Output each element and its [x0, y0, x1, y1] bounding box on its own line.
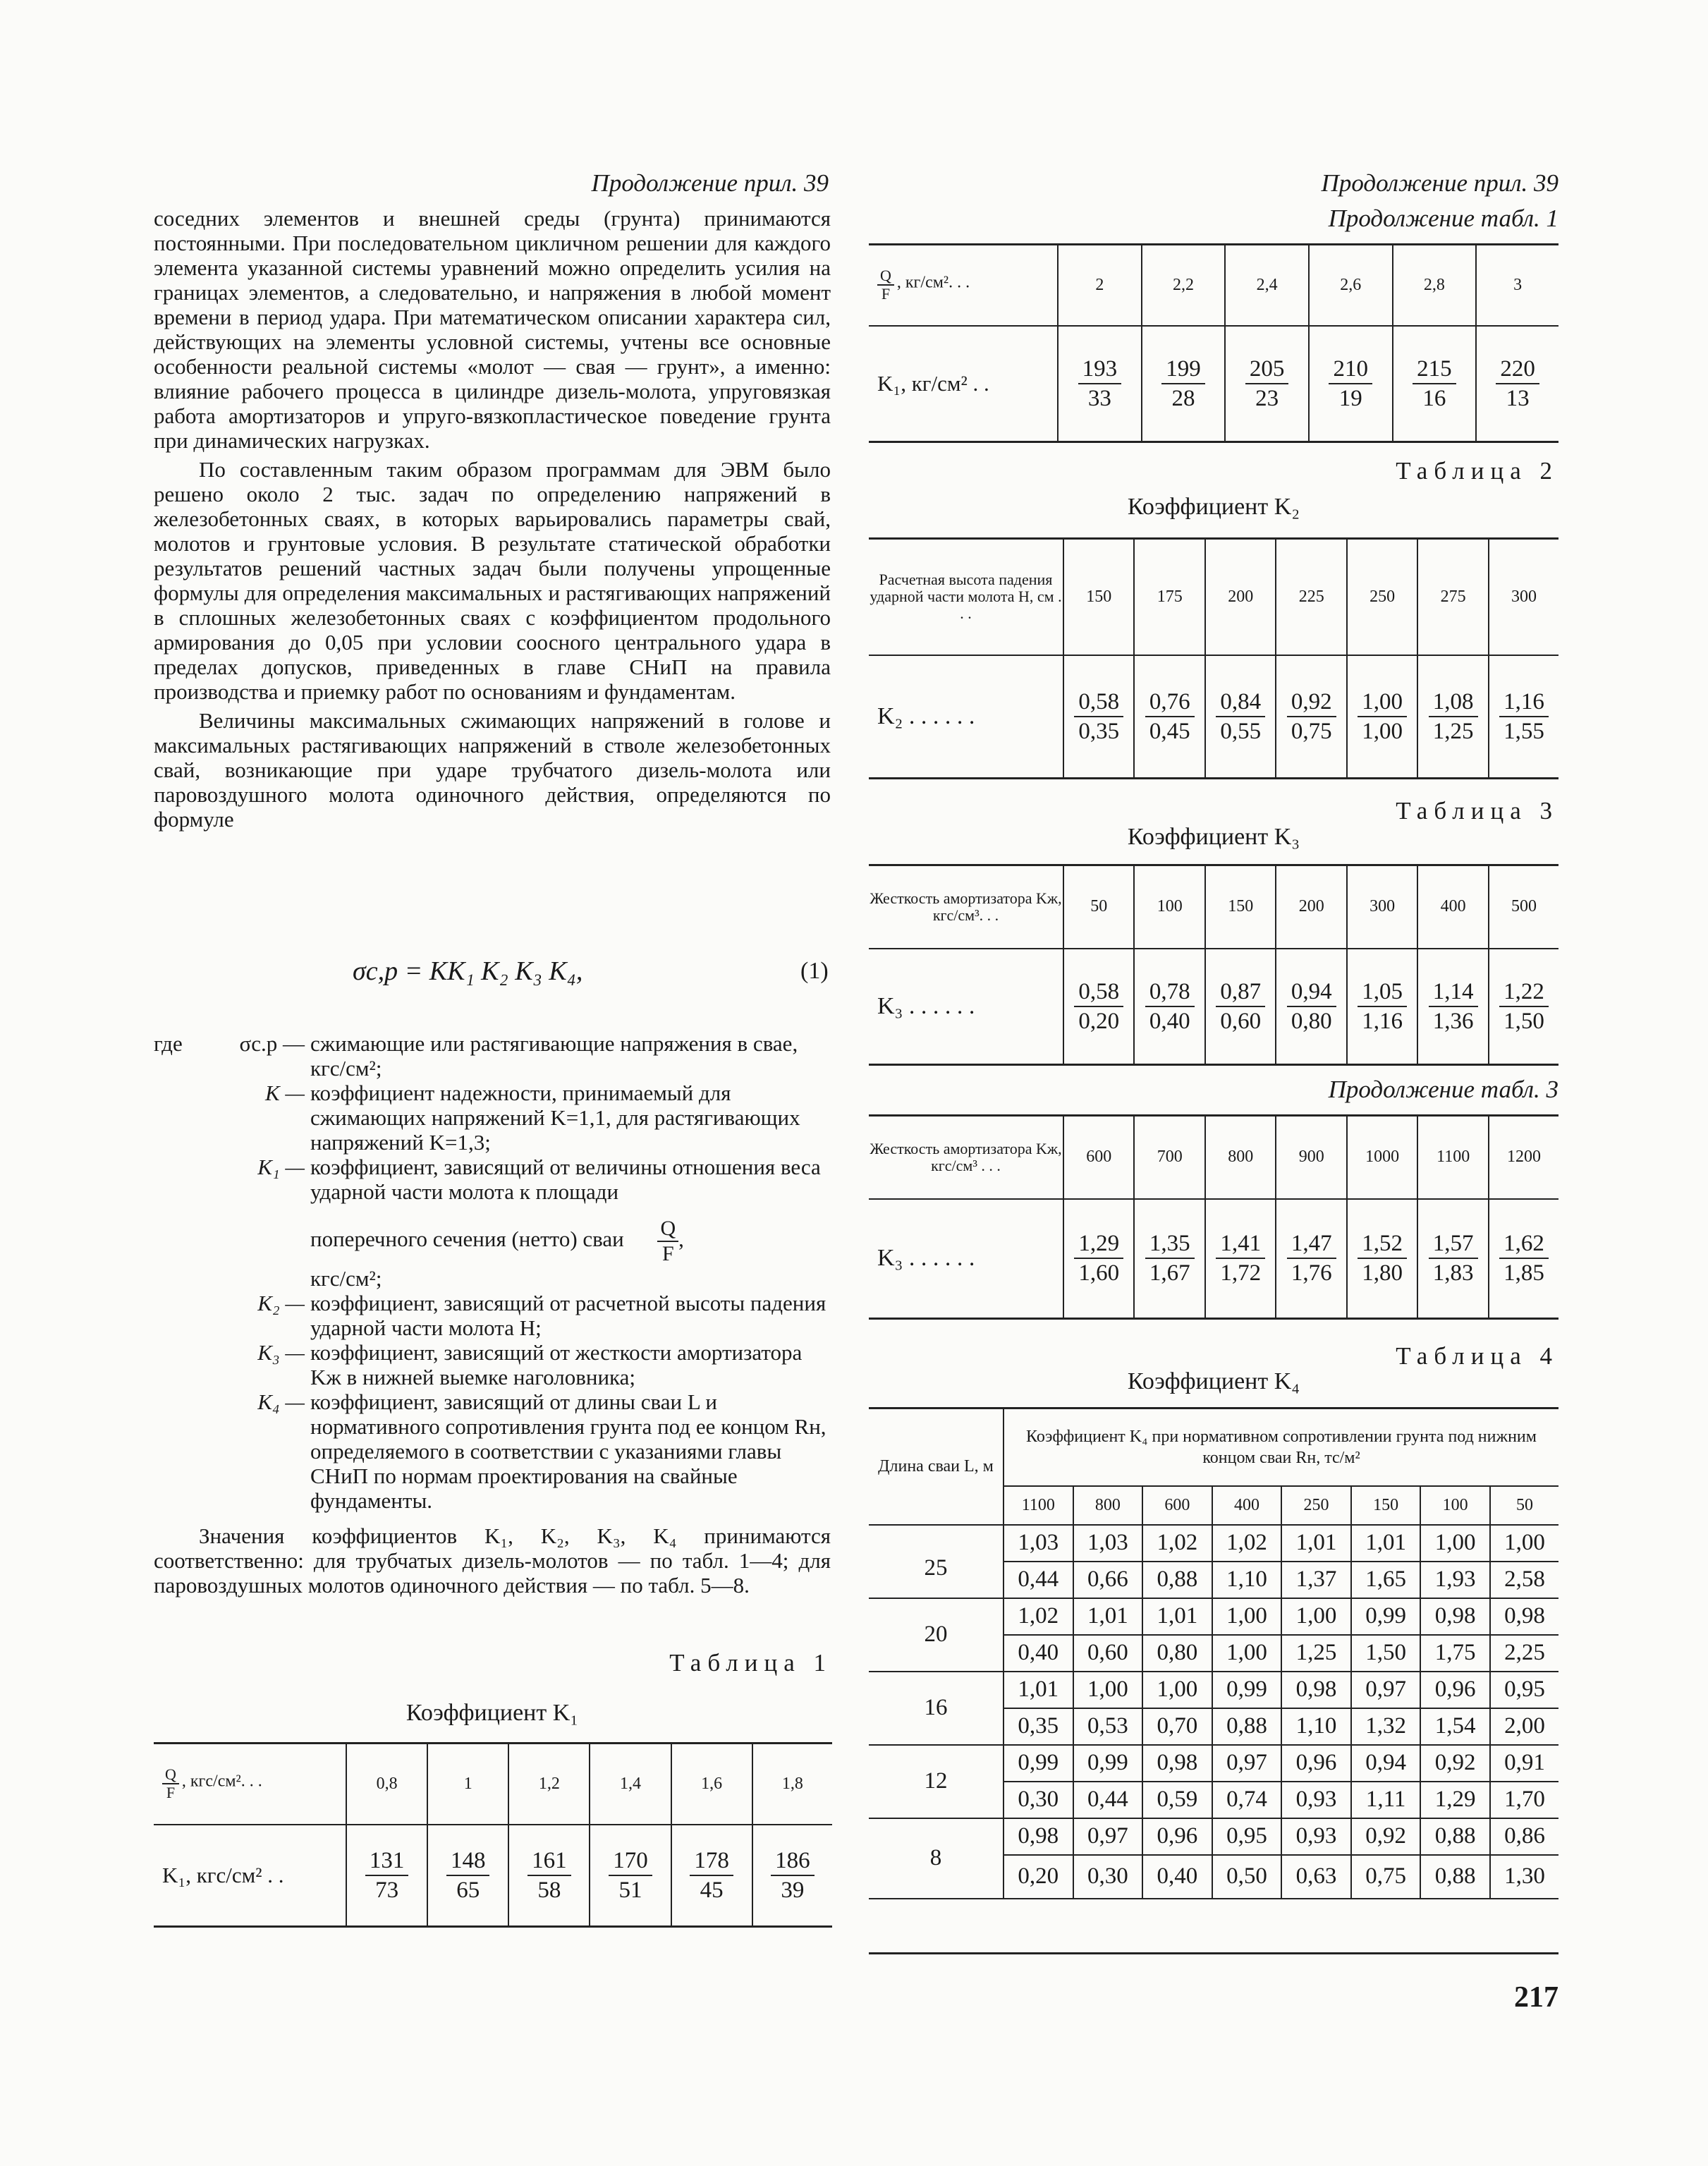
table-3c-col: 900 — [1276, 1116, 1346, 1199]
table-3c-stub-head: Жесткость амортизатора Kж, кгс/см³ . . . — [869, 1116, 1063, 1199]
table-4-col: 400 — [1212, 1486, 1282, 1525]
table-2-cell: $\frac{1,08}{1,25}$ — [1417, 655, 1488, 779]
table-1c-col: 2,6 — [1309, 245, 1393, 326]
paragraph-4: Значения коэффициентов K₁, K₂, K₃, K₄ принимаются соответственно: для трубчатых дизель-молотов — по табл. 1—4; для паровоздушных молотов одиночного действия — по табл. 5—8. — [154, 1523, 831, 1598]
table-2-caption: Таблица 2 — [1396, 457, 1558, 485]
table-4-value: 0,96 — [1142, 1818, 1212, 1855]
table-4-value: 0,70 — [1142, 1708, 1212, 1745]
table-4-value: 0,59 — [1142, 1782, 1212, 1818]
paragraph-3: Величины максимальных сжимающих напряжений в голове и максимальных растягивающих напряжений в стволе железобетонных свай, возникающие при ударе трубчатого дизель-молота или паровоздушного молота одиночного действия, определяются по формуле — [154, 708, 831, 832]
table-3 — [869, 864, 1558, 1066]
table-4-value: 1,32 — [1351, 1708, 1421, 1745]
table-4-value: 0,50 — [1212, 1855, 1282, 1899]
table-4-value: 0,99 — [1073, 1745, 1143, 1782]
table-4-value: 1,03 — [1004, 1525, 1073, 1562]
table-4-value: 1,01 — [1004, 1672, 1073, 1708]
formula: σс,р = KK₁ K₂ K₃ K₄, — [353, 956, 583, 986]
table-4-value: 1,37 — [1281, 1562, 1351, 1598]
table-4-value: 0,93 — [1281, 1782, 1351, 1818]
table-4-value: 0,66 — [1073, 1562, 1143, 1598]
q-over-f: $\frac{Q}{F}$ — [162, 1766, 179, 1801]
table-4-value: 0,99 — [1351, 1598, 1421, 1635]
table-4-value: 0,86 — [1490, 1818, 1558, 1855]
table-4-value: 1,10 — [1212, 1562, 1282, 1598]
table-4-value: 2,00 — [1490, 1708, 1558, 1745]
table-4-col: 600 — [1142, 1486, 1212, 1525]
table-1c-row-label: K₁, кг/см² . . — [869, 326, 1058, 442]
table-2-cell: $\frac{1,16}{1,55}$ — [1489, 655, 1558, 779]
table-4-value: 0,74 — [1212, 1782, 1282, 1818]
table-3c-cell: $\frac{1,35}{1,67}$ — [1134, 1199, 1204, 1319]
table-4-bottom-rule — [869, 1952, 1558, 1954]
table-1-col: 1,2 — [508, 1744, 590, 1825]
table-4-value: 0,93 — [1281, 1818, 1351, 1855]
table-4-value: 0,35 — [1004, 1708, 1073, 1745]
table-4-length: 8 — [869, 1818, 1004, 1899]
left-column-text — [154, 206, 831, 832]
table-4-col: 50 — [1490, 1486, 1558, 1525]
table-2-title: Коэффициент K₂ — [1127, 494, 1300, 520]
def-k1-unit: кгс/см²; — [310, 1266, 382, 1291]
table-3-cell: $\frac{0,94}{0,80}$ — [1276, 949, 1346, 1065]
def-k: K — коэффициент надежности, принимаемый для сжимающих напряжений K=1,1, для растягивающих напряжений K=1,3; — [265, 1081, 800, 1155]
table-4-length: 20 — [869, 1598, 1004, 1672]
table-3c-col: 1000 — [1347, 1116, 1417, 1199]
table-1-col: 1 — [427, 1744, 508, 1825]
table-4-value: 0,60 — [1073, 1635, 1143, 1672]
table-4-col: 800 — [1073, 1486, 1143, 1525]
table-4-value: 1,02 — [1212, 1525, 1282, 1562]
table-1-col: 1,6 — [671, 1744, 752, 1825]
table-4-value: 0,94 — [1351, 1745, 1421, 1782]
table-3-cell: $\frac{0,58}{0,20}$ — [1063, 949, 1134, 1065]
table-4-caption: Таблица 4 — [1396, 1342, 1558, 1370]
table-4-value: 0,95 — [1490, 1672, 1558, 1708]
table-4-value: 0,88 — [1420, 1855, 1490, 1899]
table-4-value: 1,00 — [1420, 1525, 1490, 1562]
table-4-value: 0,97 — [1212, 1745, 1282, 1782]
table-4-value: 1,01 — [1351, 1525, 1421, 1562]
table-1c-cell: $\frac{199}{28}$ — [1142, 326, 1226, 442]
table-4-value: 0,40 — [1004, 1635, 1073, 1672]
table-1-cell: $\frac{170}{51}$ — [590, 1825, 671, 1927]
table-1c-col: 3 — [1476, 245, 1558, 326]
table-3c-cell: $\frac{1,41}{1,72}$ — [1205, 1199, 1276, 1319]
table-3-col: 400 — [1417, 865, 1488, 949]
table-4-value: 0,96 — [1281, 1745, 1351, 1782]
table-2-cell: $\frac{0,84}{0,55}$ — [1205, 655, 1276, 779]
table-3c-col: 1100 — [1417, 1116, 1488, 1199]
table-2-cell: $\frac{0,92}{0,75}$ — [1276, 655, 1346, 779]
table-4-value: 0,80 — [1142, 1635, 1212, 1672]
table-4-value: 0,98 — [1004, 1818, 1073, 1855]
table-4-value: 0,53 — [1073, 1708, 1143, 1745]
table-1-cell: $\frac{186}{39}$ — [752, 1825, 832, 1927]
table-3c-col: 1200 — [1489, 1116, 1558, 1199]
table-2-col: 225 — [1276, 539, 1346, 655]
table-4-value: 0,44 — [1073, 1782, 1143, 1818]
table-1c-col: 2,4 — [1225, 245, 1309, 326]
table-3-col: 500 — [1489, 865, 1558, 949]
table-4-value: 1,01 — [1142, 1598, 1212, 1635]
table-4-title: Коэффициент K₄ — [1127, 1368, 1300, 1394]
table-3c-row-label: K₃ . . . . . . — [869, 1199, 1063, 1319]
table-4-value: 1,10 — [1281, 1708, 1351, 1745]
def-k4: K₄ — коэффициент, зависящий от длины сваи L и нормативного сопротивления грунта под ее концом Rн, определяемого в соответствии с указаниями главы СНиП по нормам проектирования на свайные фундаменты. — [257, 1389, 826, 1513]
table-1c-cell: $\frac{205}{23}$ — [1225, 326, 1309, 442]
table-2-cell: $\frac{1,00}{1,00}$ — [1347, 655, 1417, 779]
left-running-header: Продолжение прил. 39 — [591, 169, 829, 197]
table-1c-col: 2,8 — [1393, 245, 1477, 326]
table-2-row-label: K₂ . . . . . . — [869, 655, 1063, 779]
table-2 — [869, 537, 1558, 779]
table-3-cell: $\frac{0,78}{0,40}$ — [1134, 949, 1204, 1065]
table-4-value: 0,44 — [1004, 1562, 1073, 1598]
table-4-value: 0,98 — [1142, 1745, 1212, 1782]
table-4-value: 2,58 — [1490, 1562, 1558, 1598]
table-4-length-head: Длина сваи L, м — [869, 1408, 1004, 1525]
table-1-col: 1,4 — [590, 1744, 671, 1825]
table-1-cell: $\frac{161}{58}$ — [508, 1825, 590, 1927]
table-1-cell: $\frac{178}{45}$ — [671, 1825, 752, 1927]
table-3-continued — [869, 1114, 1558, 1320]
table-4-value: 1,03 — [1073, 1525, 1143, 1562]
table-4-value: 1,70 — [1490, 1782, 1558, 1818]
table-4-value: 1,75 — [1420, 1635, 1490, 1672]
table-2-col: 275 — [1417, 539, 1488, 655]
table-3c-cell: $\frac{1,57}{1,83}$ — [1417, 1199, 1488, 1319]
table-4-value: 1,02 — [1004, 1598, 1073, 1635]
table-1c-cell: $\frac{193}{33}$ — [1058, 326, 1142, 442]
table-1c-col: 2 — [1058, 245, 1142, 326]
table-4-value: 1,30 — [1490, 1855, 1558, 1899]
table-4-value: 1,00 — [1212, 1598, 1282, 1635]
table-4-value: 0,92 — [1420, 1745, 1490, 1782]
table-4-value: 0,88 — [1420, 1818, 1490, 1855]
table-2-cell: $\frac{0,76}{0,45}$ — [1134, 655, 1204, 779]
table-4-value: 0,20 — [1004, 1855, 1073, 1899]
table-4-col: 250 — [1281, 1486, 1351, 1525]
table-4-value: 0,95 — [1212, 1818, 1282, 1855]
table-1c-cell: $\frac{210}{19}$ — [1309, 326, 1393, 442]
table-4-value: 1,00 — [1073, 1672, 1143, 1708]
def-k2: K₂ — коэффициент, зависящий от расчетной высоты падения ударной части молота H; — [257, 1291, 826, 1340]
def-sigma: σс.р — сжимающие или растягивающие напряжения в свае, кгс/см²; — [239, 1031, 798, 1081]
table-1-row-label: K₁, кгс/см² . . — [154, 1825, 346, 1927]
def-k3: K₃ — коэффициент, зависящий от жесткости амортизатора Kж в нижней выемке наголовника; — [257, 1340, 803, 1389]
table-4-value: 0,92 — [1351, 1818, 1421, 1855]
table-3-row-label: K₃ . . . . . . — [869, 949, 1063, 1065]
def-k1-cont: поперечного сечения (нетто) сваи $\frac{Q}{F}$, — [310, 1217, 684, 1265]
table-4-value: 0,30 — [1004, 1782, 1073, 1818]
table-2-col: 175 — [1134, 539, 1204, 655]
left-column-text-2 — [154, 1523, 831, 1598]
table-1c-cell: $\frac{215}{16}$ — [1393, 326, 1477, 442]
table-3-stub-head: Жесткость амортизатора Kж, кгс/см³. . . — [869, 865, 1063, 949]
table-3-cont-caption: Продолжение табл. 3 — [1328, 1076, 1558, 1103]
table-4-value: 0,99 — [1004, 1745, 1073, 1782]
table-1c-col: 2,2 — [1142, 245, 1226, 326]
table-3-cell: $\frac{1,14}{1,36}$ — [1417, 949, 1488, 1065]
table-4-value: 1,25 — [1281, 1635, 1351, 1672]
table-1-continued — [869, 243, 1558, 443]
table-4-value: 2,25 — [1490, 1635, 1558, 1672]
table-4-col: 1100 — [1004, 1486, 1073, 1525]
table-4-value: 0,63 — [1281, 1855, 1351, 1899]
table-3c-col: 800 — [1205, 1116, 1276, 1199]
table-1-cell: $\frac{148}{65}$ — [427, 1825, 508, 1927]
q-over-f: $\frac{Q}{F}$ — [657, 1217, 678, 1266]
table-3-cell: $\frac{0,87}{0,60}$ — [1205, 949, 1276, 1065]
table-4-length: 25 — [869, 1525, 1004, 1598]
table-4-value: 0,98 — [1490, 1598, 1558, 1635]
table-4-value: 0,30 — [1073, 1855, 1143, 1899]
table-4-value: 0,96 — [1420, 1672, 1490, 1708]
where-label: где — [154, 1031, 183, 1056]
table-3-title: Коэффициент K₃ — [1127, 824, 1300, 850]
table-4-value: 1,65 — [1351, 1562, 1421, 1598]
table-2-stub-head: Расчетная высота падения ударной части молота H, см . . . — [869, 539, 1063, 655]
table-1-col: 0,8 — [346, 1744, 427, 1825]
table-4-value: 0,97 — [1073, 1818, 1143, 1855]
table-2-col: 300 — [1489, 539, 1558, 655]
table-1-title: Коэффициент K₁ — [405, 1700, 579, 1726]
table-3c-col: 700 — [1134, 1116, 1204, 1199]
table-3c-cell: $\frac{1,29}{1,60}$ — [1063, 1199, 1134, 1319]
table-4-value: 0,75 — [1351, 1855, 1421, 1899]
table-4-value: 1,93 — [1420, 1562, 1490, 1598]
table-3-caption: Таблица 3 — [1396, 797, 1558, 825]
table-3-col: 50 — [1063, 865, 1134, 949]
table-3c-cell: $\frac{1,47}{1,76}$ — [1276, 1199, 1346, 1319]
table-4-value: 0,88 — [1142, 1562, 1212, 1598]
table-4-value: 1,01 — [1281, 1525, 1351, 1562]
table-4-value: 1,00 — [1212, 1635, 1282, 1672]
table-4 — [869, 1407, 1558, 1899]
table-4-value: 0,97 — [1351, 1672, 1421, 1708]
paragraph-2: По составленным таким образом программам для ЭВМ было решено около 2 тыс. задач по определению напряжений в железобетонных сваях, в которых варьировались параметры свай, молотов и грунтовые условия. В результате статической обработки результатов решений частных задач были получены упрощенные формулы для определения максимальных и растягивающих напряжений в сплошных железобетонных сваях с коэффициентом продольного армирования до 0,05 при условии соосного центрального удара в пределах допусков, приведенных в главе СНиП на правила производства и приемку работ по основаниям и фундаментам. — [154, 457, 831, 704]
table-3-col: 100 — [1134, 865, 1204, 949]
table-3-col: 300 — [1347, 865, 1417, 949]
table-4-value: 0,88 — [1212, 1708, 1282, 1745]
table-2-col: 150 — [1063, 539, 1134, 655]
table-1-col: 1,8 — [752, 1744, 832, 1825]
table-4-value: 1,01 — [1073, 1598, 1143, 1635]
table-4-col: 150 — [1351, 1486, 1421, 1525]
table-2-col: 250 — [1347, 539, 1417, 655]
table-4-value: 0,40 — [1142, 1855, 1212, 1899]
table-1-cell: $\frac{131}{73}$ — [346, 1825, 427, 1927]
table-3-col: 150 — [1205, 865, 1276, 949]
table-4-value: 1,50 — [1351, 1635, 1421, 1672]
table-1-stub-head: $\frac{Q}{F}$ , кгс/см². . . — [154, 1744, 346, 1825]
definitions-list — [169, 1031, 832, 1513]
table-2-cell: $\frac{0,58}{0,35}$ — [1063, 655, 1134, 779]
table-4-value: 1,29 — [1420, 1782, 1490, 1818]
table-4-value: 1,11 — [1351, 1782, 1421, 1818]
table-3-cell: $\frac{1,05}{1,16}$ — [1347, 949, 1417, 1065]
table-4-length: 16 — [869, 1672, 1004, 1745]
table-3c-cell: $\frac{1,52}{1,80}$ — [1347, 1199, 1417, 1319]
q-over-f: $\frac{Q}{F}$ — [877, 267, 894, 303]
table-1 — [154, 1742, 832, 1928]
table-3c-col: 600 — [1063, 1116, 1134, 1199]
table-4-length: 12 — [869, 1745, 1004, 1818]
table-4-value: 1,02 — [1142, 1525, 1212, 1562]
table-3-cell: $\frac{1,22}{1,50}$ — [1489, 949, 1558, 1065]
def-k1: K₁ — коэффициент, зависящий от величины отношения веса ударной части молота к площади — [257, 1155, 821, 1204]
table-4-value: 1,54 — [1420, 1708, 1490, 1745]
table-4-value: 1,00 — [1490, 1525, 1558, 1562]
table-4-value: 1,00 — [1142, 1672, 1212, 1708]
table-4-value: 0,99 — [1212, 1672, 1282, 1708]
table-3-col: 200 — [1276, 865, 1346, 949]
right-running-header: Продолжение прил. 39 — [1321, 169, 1558, 197]
table-4-value: 0,98 — [1420, 1598, 1490, 1635]
table-4-value: 1,00 — [1281, 1598, 1351, 1635]
table-3c-cell: $\frac{1,62}{1,85}$ — [1489, 1199, 1558, 1319]
formula-number: (1) — [800, 958, 829, 984]
page-number: 217 — [1514, 1981, 1558, 2014]
table-1c-stub-head: $\frac{Q}{F}$ , кг/см². . . — [869, 245, 1058, 326]
table-4-span-head: Коэффициент K₄ при нормативном сопротивлении грунта под нижним концом сваи Rн, тс/м² — [1004, 1408, 1558, 1486]
table-1c-cell: $\frac{220}{13}$ — [1476, 326, 1558, 442]
table-4-value: 0,91 — [1490, 1745, 1558, 1782]
table-2-col: 200 — [1205, 539, 1276, 655]
table-4-col: 100 — [1420, 1486, 1490, 1525]
table-1-caption: Таблица 1 — [669, 1649, 832, 1677]
table-1-cont-caption: Продолжение табл. 1 — [1328, 205, 1558, 232]
paragraph-1: соседних элементов и внешней среды (грунта) принимаются постоянными. При последовательном цикличном решении для каждого элемента указанной системы уравнений можно определить усилия на границах элементов, а следовательно, и напряжения в любой момент времени в период удара. При математическом описании характера сил, действующих на элементы условной системы, учтены все основные особенности реальной системы «молот — свая — грунт», а именно: влияние рабочего процесса в цилиндре дизель-молота, упруговязкая работа амортизаторов и упруго-вязкопластическое поведение грунта при динамических нагрузках. — [154, 206, 831, 453]
table-4-value: 0,98 — [1281, 1672, 1351, 1708]
